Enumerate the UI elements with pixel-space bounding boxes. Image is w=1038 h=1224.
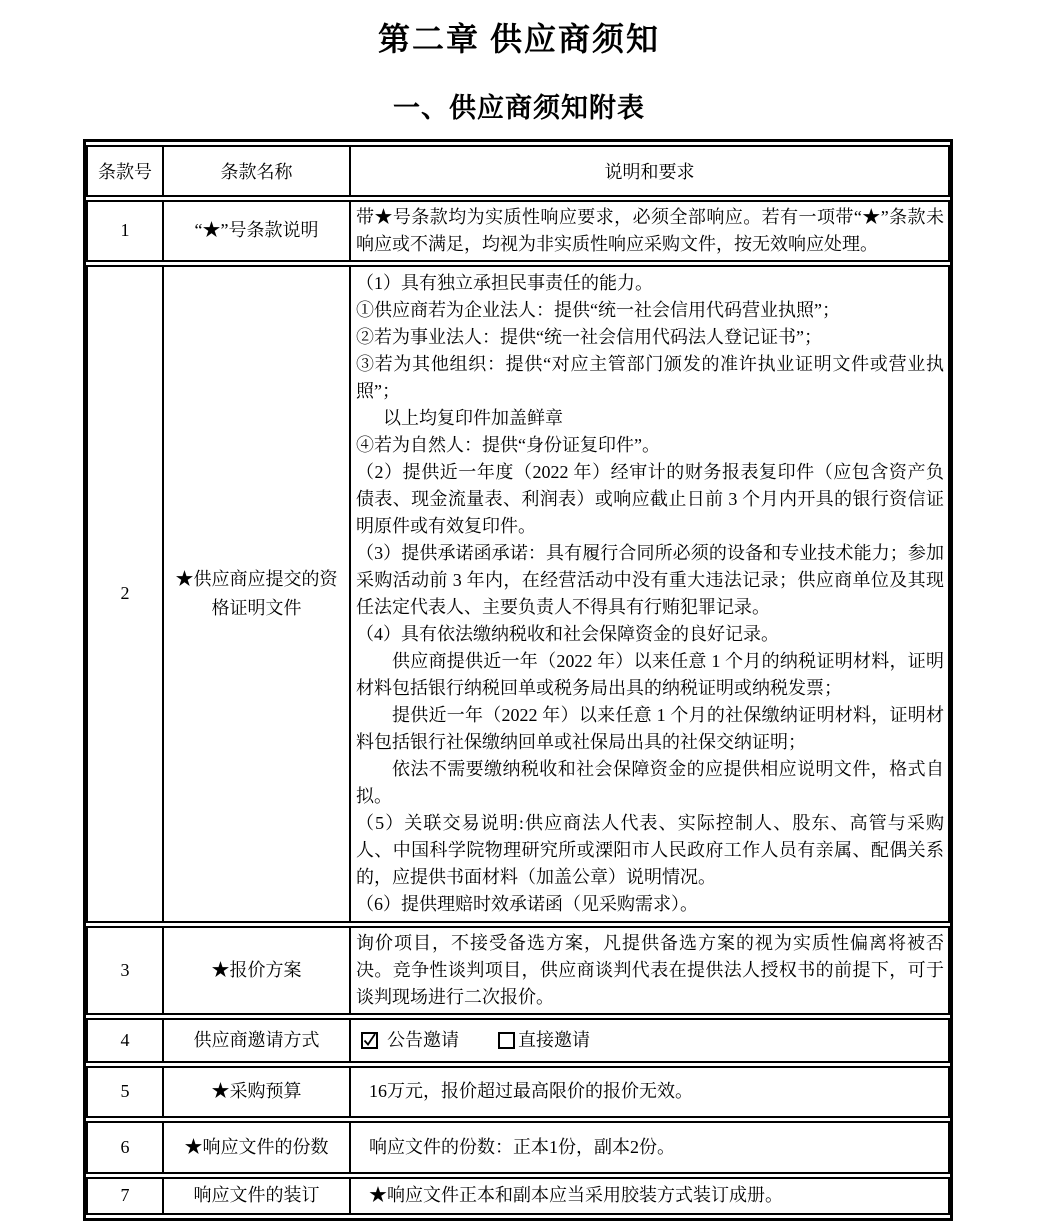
clause-description <box>351 1121 950 1174</box>
clause-number: 1 <box>86 200 164 262</box>
clause-description <box>351 1018 950 1063</box>
description-paragraph: ②若为事业法人：提供“统一社会信用代码法人登记证书”； <box>356 326 822 347</box>
description-paragraph: ③若为其他组织：提供“对应主管部门颁发的准许执业证明文件或营业执照”； <box>356 353 944 401</box>
option-label: 公告邀请 <box>387 1029 459 1050</box>
header-description: 说明和要求 <box>351 145 950 197</box>
table-row-3 <box>86 926 950 1015</box>
clause-description <box>351 926 950 1015</box>
clause-name: 供应商邀请方式 <box>164 1018 351 1063</box>
description-paragraph: （2）提供近一年度（2022 年）经审计的财务报表复印件（应包含资产负债表、现金流量表、利润表）或响应截止日前 3 个月内开具的银行资信证明原件或有效复印件。 <box>356 461 944 536</box>
clause-name: ★供应商应提交的资格证明文件 <box>164 265 351 923</box>
description-paragraph: ④若为自然人：提供“身份证复印件”。 <box>356 434 660 455</box>
clause-number: 6 <box>86 1121 164 1174</box>
description-paragraph: 以上均复印件加盖鲜章 <box>383 407 563 428</box>
description-paragraph: 依法不需要缴纳税收和社会保障资金的应提供相应说明文件，格式自拟。 <box>356 758 944 806</box>
table-row-6 <box>86 1121 950 1174</box>
clause-name: ★报价方案 <box>164 926 351 1015</box>
clause-description <box>351 1066 950 1118</box>
description-paragraph: 带★号条款均为实质性响应要求，必须全部响应。若有一项带“★”条款未响应或不满足，均视为非实质性响应采购文件，按无效响应处理。 <box>356 206 944 254</box>
clause-number: 7 <box>86 1177 164 1215</box>
description-paragraph: （6）提供理赔时效承诺函（见采购需求）。 <box>356 893 698 914</box>
clause-number: 2 <box>86 265 164 923</box>
description-paragraph: 提供近一年（2022 年）以来任意 1 个月的社保缴纳证明材料，证明材料包括银行社保缴纳回单或社保局出具的社保交纳证明； <box>356 704 944 752</box>
supplier-notice-table <box>83 139 953 1221</box>
clause-description <box>351 200 950 262</box>
clause-name: ★响应文件的份数 <box>164 1121 351 1174</box>
description-paragraph: 16万元，报价超过最高限价的报价无效。 <box>369 1081 693 1102</box>
clause-name: ★采购预算 <box>164 1066 351 1118</box>
clause-description <box>351 1177 950 1215</box>
description-paragraph: ①供应商若为企业法人：提供“统一社会信用代码营业执照”； <box>356 299 840 320</box>
table-header-row <box>86 145 950 197</box>
table-row-4 <box>86 1018 950 1063</box>
table-row-2 <box>86 265 950 923</box>
invitation-options <box>356 1027 944 1054</box>
description-paragraph: （5）关联交易说明:供应商法人代表、实际控制人、股东、高管与采购人、中国科学院物理研究所或溧阳市人民政府工作人员有亲属、配偶关系的，应提供书面材料（加盖公章）说明情况。 <box>356 812 944 887</box>
header-clause-number: 条款号 <box>86 145 164 197</box>
option-label: 直接邀请 <box>518 1029 590 1050</box>
option-public-invitation <box>361 1027 459 1054</box>
description-paragraph: （3）提供承诺函承诺：具有履行合同所必须的设备和专业技术能力；参加采购活动前 3 年内，在经营活动中没有重大违法记录；供应商单位及其现任法定代表人、主要负责人不得具有行贿犯罪记录。 <box>356 542 944 617</box>
clause-description <box>351 265 950 923</box>
clause-number: 3 <box>86 926 164 1015</box>
description-paragraph: 响应文件的份数：正本1份，副本2份。 <box>369 1136 675 1157</box>
description-paragraph: ★响应文件正本和副本应当采用胶装方式装订成册。 <box>369 1185 783 1206</box>
description-paragraph: 供应商提供近一年（2022 年）以来任意 1 个月的纳税证明材料，证明材料包括银行纳税回单或税务局出具的纳税证明或纳税发票； <box>356 650 944 698</box>
table-row-7 <box>86 1177 950 1215</box>
clause-name: “★”号条款说明 <box>164 200 351 262</box>
clause-number: 4 <box>86 1018 164 1063</box>
option-direct-invitation <box>498 1027 590 1054</box>
description-paragraph: 询价项目，不接受备选方案，凡提供备选方案的视为实质性偏离将被否决。竞争性谈判项目，供应商谈判代表在提供法人授权书的前提下，可于谈判现场进行二次报价。 <box>356 932 944 1007</box>
clause-number: 5 <box>86 1066 164 1118</box>
chapter-title: 第二章 供应商须知 <box>377 21 660 57</box>
header-clause-name: 条款名称 <box>164 145 351 197</box>
checked-checkbox-icon <box>361 1032 378 1049</box>
description-paragraph: （4）具有依法缴纳税收和社会保障资金的良好记录。 <box>356 623 779 644</box>
clause-name: 响应文件的装订 <box>164 1177 351 1215</box>
table-row-5 <box>86 1066 950 1118</box>
unchecked-checkbox-icon <box>498 1032 515 1049</box>
table-row-1 <box>86 200 950 262</box>
section-title: 一、供应商须知附表 <box>393 92 645 123</box>
description-paragraph: （1）具有独立承担民事责任的能力。 <box>356 272 653 293</box>
